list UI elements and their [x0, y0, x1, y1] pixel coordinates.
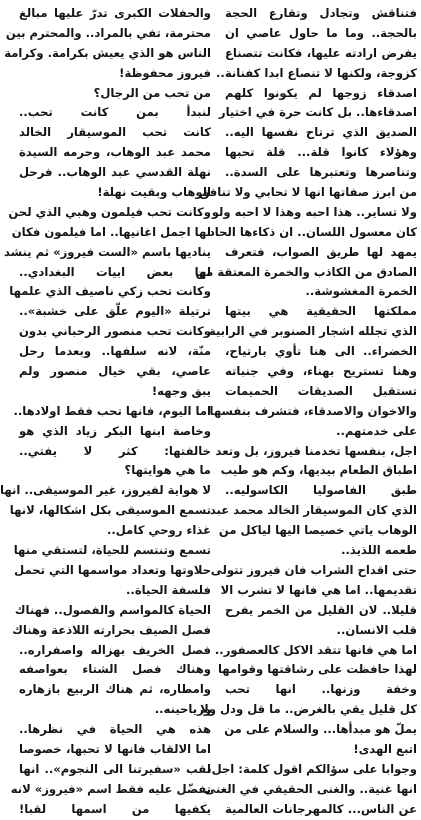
text-line: ولا تساير.. هذا احبه وهذا لا احبه ولو — [211, 204, 417, 219]
text-line: فيروز محفوظة! — [119, 65, 211, 80]
text-line: الذي تجلله اشجار الصنوبر في الرابية — [208, 324, 417, 339]
text-line: وخفة وزنها.. انها تحب — [225, 682, 417, 697]
text-line: وكانت تحب فيلمون وهبي الذي لحن — [8, 204, 211, 219]
text-line: ترتيلة «اليوم علّق على خشبة».. — [19, 304, 211, 319]
text-line: يفرض ارادته عليها، فكانت تتصناع — [225, 45, 417, 60]
text-line: اتبع الهدى! — [353, 741, 417, 756]
text-line: فصل الصيف بحرارته اللاذعة وهناك — [12, 622, 211, 637]
text-line: لها اجمل اغانيها.. اما فيلمون فكان — [11, 224, 211, 239]
text-line: لقب «سفيرتنا الى النجوم».. انها — [19, 761, 211, 776]
text-line: الصادق من الكاذب والخمرة المعتقة من — [195, 264, 417, 279]
text-line: لنبدأ بمن كانت تحب.. — [19, 105, 211, 120]
text-line: فصل الخريف بهزاله واصفراره.. — [19, 642, 211, 657]
text-line: انها غنية.. والغنى الحقيقي في الغنى — [204, 781, 417, 796]
text-column-right — [195, 4, 417, 816]
text-line: تستقبل الصديقات الحميمات — [225, 383, 417, 398]
text-line: لهذا حافظت على رشاقتها وقوامها — [217, 662, 417, 677]
text-line: الخضراء.. الى هنا تأوي بارتياح، — [225, 344, 417, 359]
text-line: وامطاره، ثم هناك الربيع بازهاره — [19, 682, 211, 697]
text-line: مملكتها الحقيقية هي بيتها — [225, 304, 417, 319]
text-line: كل قليل يقي بالغرض.. ما قل ودل ولا — [200, 702, 417, 717]
text-line: عاصي، بقي خيال منصور ولم — [19, 364, 211, 379]
text-line: طعمه اللذيذ.. — [341, 543, 417, 558]
text-line: وهنا تستريح بهناء، وفي جنباته — [225, 364, 417, 379]
text-line: الحياة كالمواسم والفصول.. فهناك — [14, 602, 211, 617]
text-line: والحفلات الكبرى تدرّ عليها مبالغ — [19, 6, 211, 20]
text-line: كانت تحب الموسيقار الخالد — [19, 125, 211, 140]
text-line: وهناك فصل الشتاء بعواصفه — [19, 662, 211, 677]
text-line: اما اليوم، فانها تحب فقط اولادها.. — [13, 403, 211, 418]
text-line: هذه هي الحياة في نظرها.. — [19, 722, 211, 737]
text-line: يبق وجهه! — [151, 383, 211, 398]
text-line: الخمرة المغشوشة.. — [305, 284, 417, 299]
text-line: الناس هو الذي يعيش بكرامة. وكرامة — [4, 45, 211, 60]
text-line: وهؤلاء كانوا قلة... قلة تحبها — [225, 145, 417, 160]
magazine-page — [0, 4, 417, 816]
text-line: منّة، لانه سلفها.. وبعدما رحل — [19, 344, 211, 359]
text-line: كان معسول اللسان.. ان ذكاءها الحاد — [208, 224, 417, 239]
text-line: محترمة، تفي بالمراد.. والمحترم بين — [5, 25, 211, 40]
text-line: وكانت تحب منصور الرحباني بدون — [19, 324, 211, 339]
text-line: طبق الفاصوليا الكاسوليه.. — [225, 483, 417, 498]
text-line: خالفتها: كثر لا يفتي.. — [19, 443, 211, 458]
text-line: تسمع وتنتسم للحياة، لتستقي منها — [13, 543, 211, 558]
text-line: يمهد لها طريق الصواب، فتعرف — [225, 244, 417, 259]
text-line: تقديمها.. اما هي فانها لا تشرب الا — [220, 582, 417, 597]
text-line: الذي كان الموسيقار الخالد محمد عبد — [209, 503, 417, 518]
text-line: من ابرز صفاتها انها لا تحابي ولا تنافق — [199, 185, 417, 200]
text-line: اما الالقاب فانها لا تحبها، خصوصا — [19, 741, 211, 756]
text-line: الوهاب ياتي خصيصا اليها لياكل من — [218, 523, 417, 538]
text-line: بالحجة.. وما ما حاول عاصي ان — [225, 25, 417, 40]
text-line: تفضّل عليه فقط اسم «فيروز» لانه — [10, 781, 211, 796]
text-line: يناديها باسم «الست فيروز» ثم ينشد — [4, 244, 211, 259]
text-line: الصديق الذي ترتاح نفسها اليه.. — [225, 125, 417, 140]
text-line: وجوابا على سؤالكم اقول كلمة: اجل، — [207, 761, 417, 776]
text-line: لها بعض ابيات البغدادي.. — [19, 264, 211, 279]
text-line: عن الناس... كالمهرجانات العالمية — [225, 801, 417, 816]
text-line: فلسفة الحياة.. — [126, 582, 211, 597]
text-line: يملّ هو مبدأها... والسلام على من — [224, 722, 417, 737]
text-line: وتناصرها وتعتبرها على السدة.. — [225, 165, 417, 180]
text-line: وخاصة ابنها البكر زياد الذي هو — [19, 423, 211, 438]
text-line: تسمع الموسيقى بكل اشكالها، لانها — [9, 503, 211, 518]
text-line: يكفيها من اسمها لقبا! — [19, 801, 211, 816]
text-line: حتى اقداح الشراب فان فيروز تتولى — [210, 562, 417, 577]
text-line: قليلا.. لان القليل من الخمر يفرح — [225, 602, 417, 617]
text-line: اصدقاء زوجها لم يكونوا كلهم — [225, 85, 417, 100]
text-line: على خدمتهم.. — [336, 423, 417, 438]
text-line: اما هي فانها تتقد الاكل كالعصفور.. — [214, 642, 417, 657]
text-line: نهلة القدسي عبد الوهاب.. فرحل — [19, 165, 211, 180]
text-line: اصدقاءها.. بل كانت حرة في اختيار — [218, 105, 417, 120]
text-column-left — [0, 4, 211, 816]
text-line: والاخوان والاصدقاء، فتشرف بنفسها — [209, 403, 417, 418]
text-line: ما هي هوايتها؟ — [124, 463, 211, 478]
text-line: قلب الانسان.. — [336, 622, 417, 637]
text-line: لا هواية لفيروز، غير الموسيقى.. انها — [0, 483, 211, 498]
text-line: من تحب من الرجال؟ — [93, 85, 211, 100]
text-line: فتناقش وتجادل وتقارع الحجة — [225, 6, 417, 20]
text-line: حلاوتها وتعداد مواسمها التي تحمل — [14, 562, 211, 577]
text-line: الوهاب وبقيت نهلة! — [97, 185, 211, 200]
text-line: اجل، بنفسها تخدمنا فيروز، بل وتعد — [215, 443, 417, 458]
text-line: وكانت تحب زكي ناصيف الذي علمها — [9, 284, 211, 299]
text-line: ورياحينه.. — [154, 702, 211, 717]
text-line: غذاء روحي كامل.. — [107, 523, 211, 538]
text-line: كزوجة، ولكنها لا تنصاع ابدا كفنانة.. — [216, 65, 417, 80]
text-line: محمد عبد الوهاب، وحرمه السيدة — [19, 145, 211, 160]
text-line: اطباق الطعام بيديها، وكم هو طيب — [220, 463, 417, 478]
